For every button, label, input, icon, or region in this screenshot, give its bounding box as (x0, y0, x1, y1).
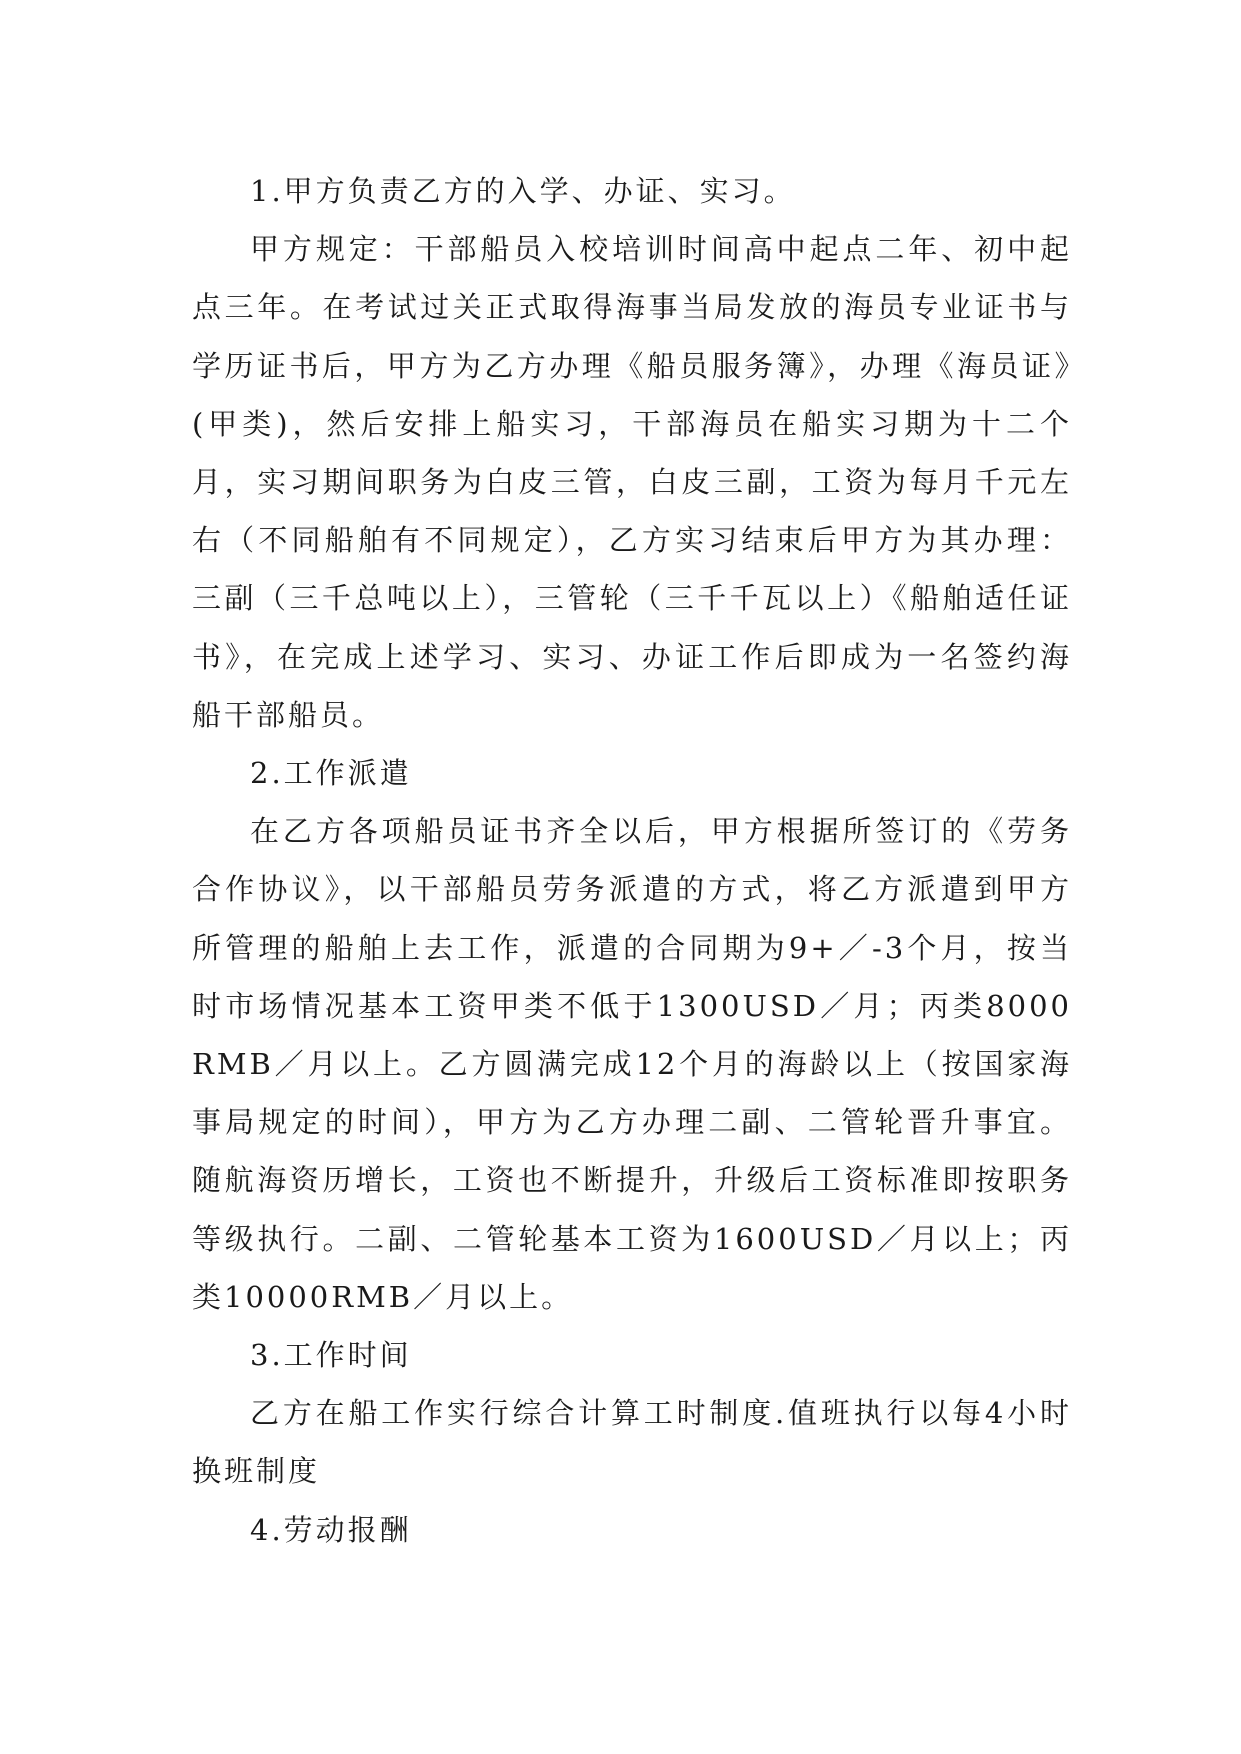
section-heading-3: 3.工作时间 (250, 1338, 412, 1373)
document-page (192, 162, 1072, 1559)
section-heading-4: 4.劳动报酬 (250, 1512, 412, 1547)
paragraph-dispatch: 在乙方各项船员证书齐全以后，甲方根据所签订的《劳务合作协议》，以干部船员劳务派遣的方式，将乙方派遣到甲方所管理的船舶上去工作，派遣的合同期为9+／-3个月，按当时市场情况基本工资甲类不低于1300USD／月；丙类8000RMB／月以上。乙方圆满完成12个月的海龄以上（按国家海事局规定的时间），甲方为乙方办理二副、二管轮晋升事宜。随航海资历增长，工资也不断提升，升级后工资标准即按职务等级执行。二副、二管轮基本工资为1600USD／月以上；丙类10000RMB／月以上。 (192, 814, 1072, 1314)
paragraph-training-rules: 甲方规定：干部船员入校培训时间高中起点二年、初中起点三年。在考试过关正式取得海事当局发放的海员专业证书与学历证书后，甲方为乙方办理《船员服务簿》，办理《海员证》(甲类)，然后安排上船实习，干部海员在船实习期为十二个月，实习期间职务为白皮三管，白皮三副，工资为每月千元左右（不同船舶有不同规定），乙方实习结束后甲方为其办理：三副（三千总吨以上），三管轮（三千千瓦以上）《船舶适任证书》，在完成上述学习、实习、办证工作后即成为一名签约海船干部船员。 (192, 232, 1072, 732)
paragraph-work-hours: 乙方在船工作实行综合计算工时制度.值班执行以每4小时换班制度 (192, 1396, 1072, 1489)
section-heading-2: 2.工作派遣 (250, 756, 412, 791)
section-heading-1: 1.甲方负责乙方的入学、办证、实习。 (250, 174, 796, 208)
